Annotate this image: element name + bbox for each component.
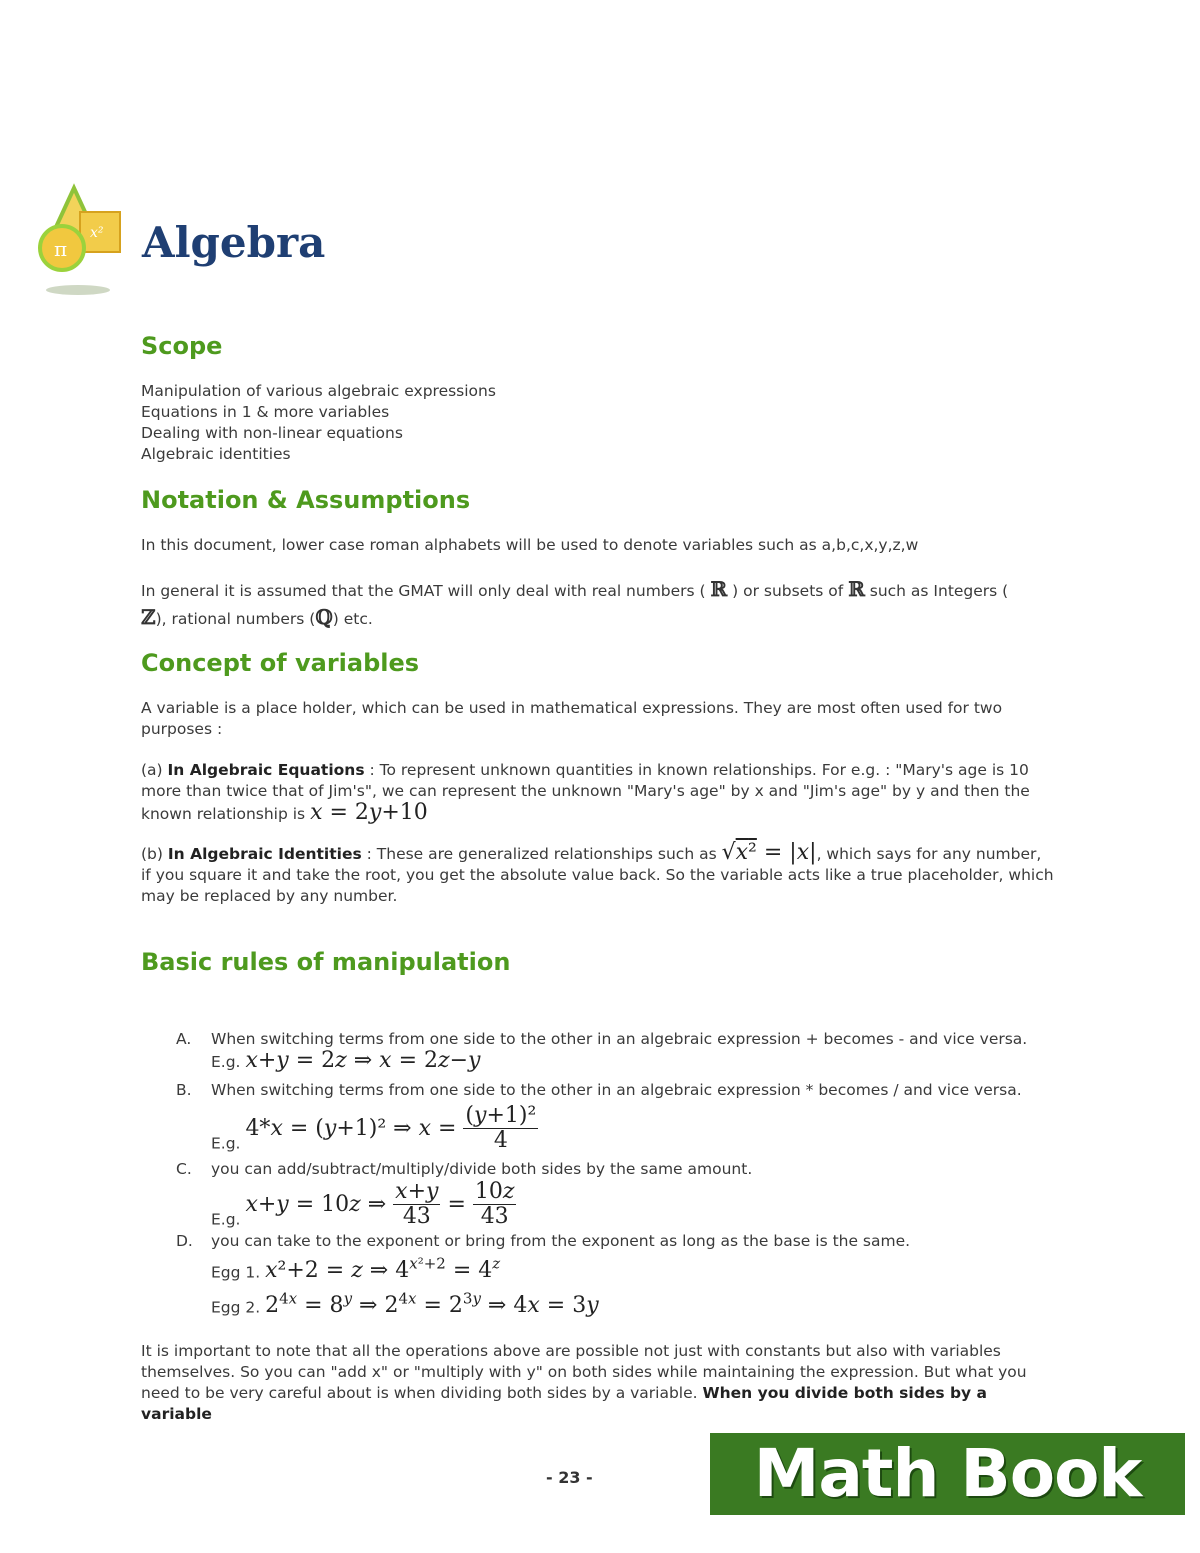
notation-text: such as Integers ( [869, 582, 1009, 600]
concept-paragraph: A variable is a place holder, which can be used in mathematical expressions. They are most often used for two purposes : [141, 699, 1003, 738]
concept-item-b [141, 842, 1056, 907]
concept-heading: Concept of variables [141, 649, 420, 677]
notation-text: ), rational numbers ( [155, 610, 316, 628]
identity-equation: √x² = |x| [721, 840, 817, 865]
rule-text: you can add/subtract/multiply/divide both sides by the same amount. [211, 1160, 753, 1178]
scope-item: Manipulation of various algebraic expressions [141, 382, 496, 400]
equation: 4*x = (y+1)² ⇒ x = $\frac{\text{(y+1)²}}{4}$ [245, 1103, 537, 1153]
concept-item-a [141, 760, 1046, 825]
example-label: E.g. [211, 1134, 241, 1153]
math-book-banner: Math Book [710, 1433, 1185, 1515]
integers-symbol: ℤ [141, 605, 156, 629]
rule-letter: D. [176, 1232, 193, 1250]
page-title: Algebra [142, 218, 326, 267]
rule-text: you can take to the exponent or bring from the exponent as long as the base is the same. [211, 1232, 911, 1250]
example-label: E.g. [211, 1053, 241, 1071]
item-term: In Algebraic Identities [167, 845, 362, 863]
equation: x+y = 2z ⇒ x = 2z−y [245, 1048, 481, 1073]
closing-paragraph [141, 1341, 1053, 1425]
svg-text:x²: x² [90, 225, 104, 241]
notation-text: ) or subsets of [732, 582, 844, 600]
scope-item: Algebraic identities [141, 445, 291, 463]
example-label: Egg 1. [211, 1263, 261, 1282]
closing-text: It is important to note that all the operations above are possible not just with constants but also with variables themselves. So you can "add x" or "multiply with y" on both sides while maintaining the expression. But what you need to be very careful about is when dividing both sides by a variable. [141, 1342, 1027, 1402]
closing-bold-text: When you divide both sides by a variable [141, 1384, 988, 1423]
rule-example-2 [211, 1290, 599, 1318]
scope-item: Dealing with non-linear equations [141, 424, 403, 442]
equation: x²+2 = z ⇒ $4^{x^2+2} = 4^z$ [265, 1255, 501, 1284]
rule-example [211, 1048, 480, 1073]
equation: $2^{4x} = 8^y$ ⇒ $2^{4x} = 2^{3y}$ ⇒ 4x = 3y [265, 1290, 599, 1319]
example-label: E.g. [211, 1210, 241, 1229]
real-numbers-symbol: ℝ [848, 577, 865, 601]
rule-example [211, 1104, 538, 1153]
scope-heading: Scope [141, 332, 223, 360]
rule-example [211, 1180, 516, 1229]
algebra-logo-icon [28, 182, 128, 302]
rule-text: When switching terms from one side to the other in an algebraic expression * becomes / and vice versa. [211, 1081, 1022, 1099]
notation-paragraph-2 [141, 576, 1041, 632]
equation: x = 2y+10 [310, 800, 428, 825]
scope-item: Equations in 1 & more variables [141, 403, 390, 421]
scope-list [141, 381, 496, 465]
notation-heading: Notation & Assumptions [141, 486, 471, 514]
rules-heading: Basic rules of manipulation [141, 948, 511, 976]
real-numbers-symbol: ℝ [710, 577, 728, 601]
rule-example-1 [211, 1255, 500, 1283]
item-prefix: (a) [141, 761, 163, 779]
notation-text: In general it is assumed that the GMAT will only deal with real numbers ( [141, 582, 706, 600]
example-label: Egg 2. [211, 1298, 261, 1317]
item-text: : These are generalized relationships such as [366, 845, 717, 863]
svg-text:π: π [54, 237, 68, 261]
rule-letter: C. [176, 1160, 192, 1178]
item-prefix: (b) [141, 845, 163, 863]
equation: x+y = 10z ⇒ $\frac{x+y}{43}$ = $\frac{10z}{43}$ [245, 1179, 515, 1229]
page-number: - 23 - [546, 1468, 593, 1487]
item-text: : To represent unknown quantities in known relationships. For e.g. : "Mary's age is 10 more than twice that of Jim's", we can represent the unknown "Mary's age" by x and "Jim's age" by y and then the known relationship is [141, 761, 1030, 823]
item-term: In Algebraic Equations [167, 761, 365, 779]
rule-letter: A. [176, 1030, 192, 1048]
notation-paragraph-1: In this document, lower case roman alphabets will be used to denote variables such as a,b,c,x,y,z,w [141, 536, 919, 554]
rule-letter: B. [176, 1081, 192, 1099]
rule-text: When switching terms from one side to the other in an algebraic expression + becomes - and vice versa. [211, 1030, 1028, 1048]
item-text: , which says for any number, if you square it and take the root, you get the absolute value back. So the variable acts like a true placeholder, which may be replaced by any number. [141, 845, 1054, 905]
notation-text: ) etc. [332, 610, 373, 628]
rationals-symbol: ℚ [315, 605, 333, 629]
